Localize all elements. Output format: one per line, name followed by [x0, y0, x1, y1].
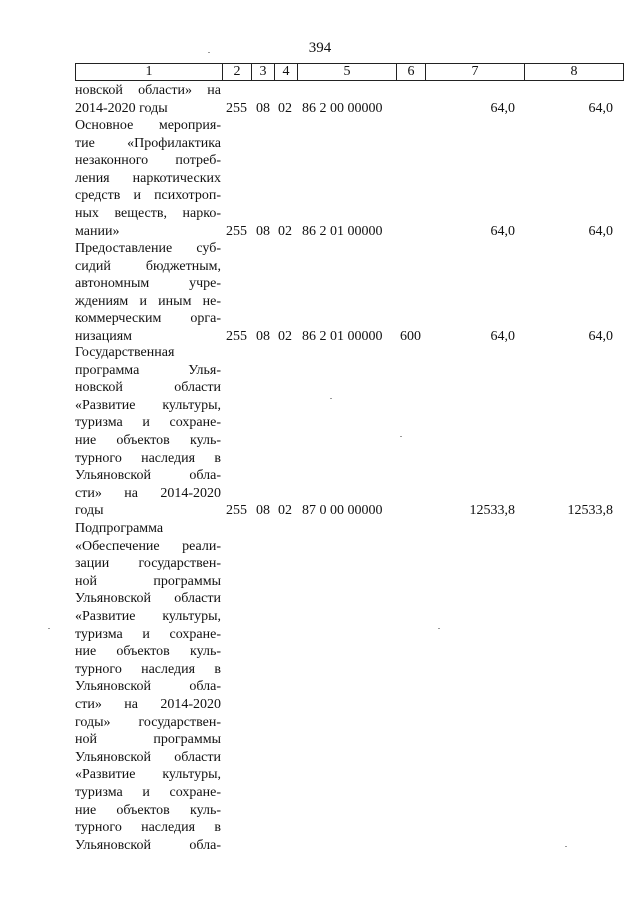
word: объектов	[116, 644, 170, 660]
word: тие	[75, 135, 95, 151]
word: 2014-2020	[160, 696, 221, 712]
word: туризма	[75, 415, 123, 431]
desc-line	[75, 696, 221, 714]
word: средств	[75, 188, 121, 204]
word: программа	[75, 362, 140, 378]
desc-line	[75, 205, 221, 223]
word: программы	[153, 732, 221, 748]
amount-col7: 64,0	[490, 223, 515, 239]
word: и	[133, 188, 141, 204]
desc-line	[75, 573, 221, 591]
word: культуры,	[162, 767, 221, 783]
column-header-1: 1	[76, 64, 223, 81]
word: Ульяновской	[75, 679, 151, 695]
word: культуры,	[162, 397, 221, 413]
word: сохране-	[169, 626, 221, 642]
desc-line	[75, 258, 221, 276]
desc-line	[75, 187, 221, 205]
word: области»	[138, 83, 192, 98]
word: новской	[75, 380, 123, 396]
word: ной	[75, 732, 97, 748]
desc-line	[75, 643, 221, 661]
amount-col8: 12533,8	[567, 503, 613, 519]
word: обла-	[189, 468, 221, 484]
column-header-5: 5	[298, 64, 397, 81]
word: сохране-	[169, 415, 221, 431]
scan-speck	[48, 628, 50, 629]
ved-code: 255	[226, 503, 247, 519]
word: 2014-2020	[160, 485, 221, 501]
word: на	[124, 696, 138, 712]
word: объектов	[116, 432, 170, 448]
desc-line	[75, 362, 221, 380]
desc-line	[75, 626, 221, 644]
word: «Развитие	[75, 767, 136, 783]
word: куль-	[189, 432, 221, 448]
word: турного	[75, 450, 122, 466]
word: Ульяновской	[75, 837, 151, 853]
word: Основное	[75, 118, 134, 133]
word: суб-	[196, 241, 221, 256]
word: ние	[75, 802, 97, 818]
section-code: 08	[256, 223, 270, 239]
word: в	[214, 450, 221, 466]
desc-line	[75, 379, 221, 397]
word: наследия	[141, 450, 196, 466]
desc-line	[75, 450, 221, 468]
desc-line	[75, 414, 221, 432]
word: государствен-	[138, 714, 221, 730]
word: обла-	[189, 837, 221, 853]
word: куль-	[189, 644, 221, 660]
desc-line	[75, 837, 221, 855]
desc-line	[75, 590, 221, 608]
word: новской	[75, 83, 123, 98]
desc-line	[75, 293, 221, 311]
table-row	[75, 82, 625, 118]
target-article-code: 86 2 00 00000	[302, 100, 383, 116]
word: веществ,	[114, 205, 167, 221]
word: туризма	[75, 626, 123, 642]
row-description	[75, 240, 221, 346]
scan-speck	[438, 628, 440, 629]
desc-line	[75, 82, 221, 100]
row-description	[75, 82, 221, 117]
desc-line	[75, 538, 221, 556]
word: объектов	[116, 802, 170, 818]
desc-line	[75, 467, 221, 485]
scan-speck	[330, 398, 332, 399]
desc-line	[75, 555, 221, 573]
column-header-row	[75, 63, 624, 81]
desc-line	[75, 661, 221, 679]
subsection-code: 02	[278, 329, 292, 344]
word: мероприя-	[158, 118, 221, 133]
desc-line	[75, 170, 221, 188]
word: бюджетным,	[145, 258, 221, 274]
scan-speck	[208, 52, 210, 53]
word: на	[124, 485, 138, 501]
column-header-7: 7	[426, 64, 525, 81]
expense-type-code: 600	[400, 329, 421, 344]
desc-line	[75, 152, 221, 170]
word: программы	[153, 573, 221, 589]
word: психотроп-	[154, 188, 221, 204]
word: области	[174, 591, 221, 607]
word: и	[142, 784, 150, 800]
ved-code: 255	[226, 100, 247, 116]
word: Ульяновской	[75, 468, 151, 484]
word: сидий	[75, 258, 111, 274]
word: в	[214, 661, 221, 677]
word: годы»	[75, 714, 111, 730]
word: области	[174, 749, 221, 765]
row-description	[75, 117, 221, 240]
word: наркотических	[132, 170, 221, 186]
amount-col8: 64,0	[588, 329, 613, 344]
word: Ульяновской	[75, 749, 151, 765]
desc-line	[75, 819, 221, 837]
word: учре-	[189, 276, 221, 292]
section-code: 08	[256, 329, 270, 344]
amount-col7: 64,0	[490, 100, 515, 116]
word: автономным	[75, 276, 150, 292]
row-description	[75, 520, 221, 854]
word: в	[214, 820, 221, 836]
scan-speck	[400, 436, 402, 437]
word: ных	[75, 205, 99, 221]
target-article-code: 86 2 01 00000	[302, 223, 383, 239]
word: обла-	[189, 679, 221, 695]
section-code: 08	[256, 100, 270, 116]
target-article-code: 86 2 01 00000	[302, 329, 383, 344]
table-row	[75, 344, 625, 521]
word: сти»	[75, 696, 102, 712]
word: и	[139, 293, 147, 309]
amount-col7: 12533,8	[469, 503, 515, 519]
word: «Обеспечение	[75, 538, 160, 554]
desc-line	[75, 731, 221, 749]
table-row	[75, 240, 625, 346]
word: сти»	[75, 485, 102, 501]
word: зации	[75, 556, 110, 572]
word: культуры,	[162, 608, 221, 624]
word: реали-	[182, 538, 221, 554]
desc-line	[75, 784, 221, 802]
column-header-3: 3	[252, 64, 275, 81]
word: коммерческим	[75, 311, 162, 327]
word: потреб-	[175, 153, 221, 169]
word: ние	[75, 432, 97, 448]
desc-line: Подпрограмма	[75, 521, 164, 536]
table-row	[75, 520, 625, 860]
target-article-code: 87 0 00 00000	[302, 503, 383, 519]
word: государствен-	[138, 556, 221, 572]
subsection-code: 02	[278, 100, 292, 116]
word: Ульяновской	[75, 591, 151, 607]
word: и	[142, 626, 150, 642]
word: куль-	[189, 802, 221, 818]
desc-line	[75, 714, 221, 732]
word: турного	[75, 661, 122, 677]
word: Улья-	[188, 362, 221, 378]
amount-col8: 64,0	[588, 100, 613, 116]
row-description	[75, 344, 221, 520]
word: турного	[75, 820, 122, 836]
subsection-code: 02	[278, 223, 292, 239]
word: ления	[75, 170, 110, 186]
word: ние	[75, 644, 97, 660]
word: нарко-	[182, 205, 221, 221]
page-number: 394	[308, 40, 332, 56]
amount-col8: 64,0	[588, 223, 613, 239]
word: Предоставление	[75, 241, 173, 256]
column-header-2: 2	[223, 64, 252, 81]
table-row	[75, 117, 625, 241]
word: «Развитие	[75, 608, 136, 624]
word: «Профилактика	[127, 135, 221, 151]
ved-code: 255	[226, 329, 247, 344]
word: и	[142, 415, 150, 431]
desc-line	[75, 397, 221, 415]
desc-line	[75, 117, 221, 135]
desc-line: Государственная	[75, 345, 175, 360]
desc-line	[75, 432, 221, 450]
desc-line	[75, 310, 221, 328]
section-code: 08	[256, 503, 270, 519]
desc-line	[75, 135, 221, 153]
column-header-4: 4	[275, 64, 298, 81]
ved-code: 255	[226, 223, 247, 239]
desc-line: 2014-2020 годы	[75, 100, 168, 116]
word: ждениям	[75, 293, 129, 309]
desc-line	[75, 749, 221, 767]
word: наследия	[141, 661, 196, 677]
desc-line: низациям	[75, 328, 133, 344]
word: незаконного	[75, 153, 149, 169]
word: орга-	[190, 311, 221, 327]
desc-line	[75, 678, 221, 696]
word: ной	[75, 573, 97, 589]
word: туризма	[75, 784, 123, 800]
desc-line	[75, 485, 221, 503]
scan-speck	[565, 846, 567, 847]
word: на	[207, 83, 221, 98]
word: «Развитие	[75, 397, 136, 413]
column-header-8: 8	[525, 64, 624, 81]
column-header-6: 6	[397, 64, 426, 81]
desc-line	[75, 240, 221, 258]
desc-line	[75, 802, 221, 820]
word: иным	[158, 293, 192, 309]
word: сохране-	[169, 784, 221, 800]
word: наследия	[141, 820, 196, 836]
desc-line	[75, 275, 221, 293]
subsection-code: 02	[278, 503, 292, 519]
amount-col7: 64,0	[490, 329, 515, 344]
desc-line: годы	[75, 503, 104, 519]
desc-line: мании»	[75, 223, 120, 239]
desc-line	[75, 608, 221, 626]
word: не-	[202, 293, 221, 309]
word: области	[174, 380, 221, 396]
desc-line	[75, 766, 221, 784]
